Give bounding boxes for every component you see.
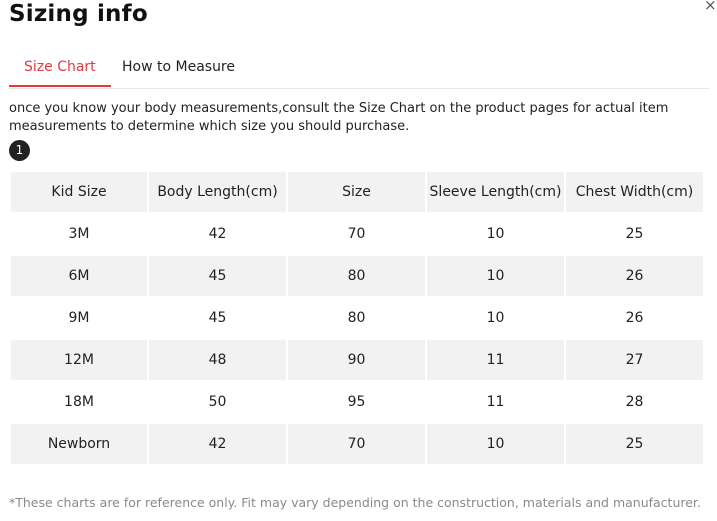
tab-how-to-measure[interactable]: How to Measure [122, 59, 235, 75]
table-row [11, 298, 703, 338]
table-cell: 6M [11, 256, 147, 296]
table-cell: 42 [149, 424, 286, 464]
table-cell: 95 [347, 394, 366, 410]
table-cell: 10 [486, 310, 505, 326]
table-row [11, 340, 703, 380]
header-size: Size [288, 172, 425, 212]
table-cell: 3M [68, 226, 90, 242]
table-cell: 45 [208, 310, 227, 326]
table-cell: 28 [625, 394, 644, 410]
tab-bar [9, 52, 709, 89]
table-header-row [11, 172, 703, 212]
table-cell: 9M [68, 310, 90, 326]
table-cell: 10 [427, 256, 564, 296]
table-cell: 50 [208, 394, 227, 410]
table-row [11, 214, 703, 254]
tab-size-chart[interactable]: Size Chart [9, 58, 111, 87]
table-cell: 11 [427, 340, 564, 380]
table-cell: 42 [208, 226, 227, 242]
header-kid-size: Kid Size [11, 172, 147, 212]
header-chest-width: Chest Width(cm) [566, 172, 703, 212]
header-sleeve-length: Sleeve Length(cm) [427, 172, 564, 212]
dialog-title: Sizing info [9, 1, 148, 27]
table-cell: 80 [288, 256, 425, 296]
step-number-badge: 1 [9, 140, 30, 161]
table-row [11, 382, 703, 422]
table-cell: 18M [64, 394, 94, 410]
table-cell: 10 [427, 424, 564, 464]
table-cell: 45 [149, 256, 286, 296]
disclaimer-footnote: *These charts are for reference only. Fit may vary depending on the construction, materials and manufacturer. [9, 495, 701, 510]
close-icon[interactable]: × [704, 0, 717, 14]
table-cell: 70 [288, 424, 425, 464]
table-cell: 48 [149, 340, 286, 380]
table-cell: 26 [566, 256, 703, 296]
table-cell: 80 [347, 310, 366, 326]
table-cell: 11 [486, 394, 505, 410]
table-cell: 25 [566, 424, 703, 464]
table-cell: 26 [625, 310, 644, 326]
table-cell: 90 [288, 340, 425, 380]
table-cell: 25 [625, 226, 644, 242]
table-cell: 10 [486, 226, 505, 242]
table-row [11, 256, 703, 296]
table-cell: 12M [11, 340, 147, 380]
table-cell: 27 [566, 340, 703, 380]
size-chart-table [9, 170, 705, 466]
table-cell: Newborn [11, 424, 147, 464]
header-body-length: Body Length(cm) [149, 172, 286, 212]
table-row [11, 424, 703, 464]
intro-text: once you know your body measurements,consult the Size Chart on the product pages for actual item measurements to determine which size you should purchase. [9, 101, 669, 134]
table-cell: 70 [347, 226, 366, 242]
